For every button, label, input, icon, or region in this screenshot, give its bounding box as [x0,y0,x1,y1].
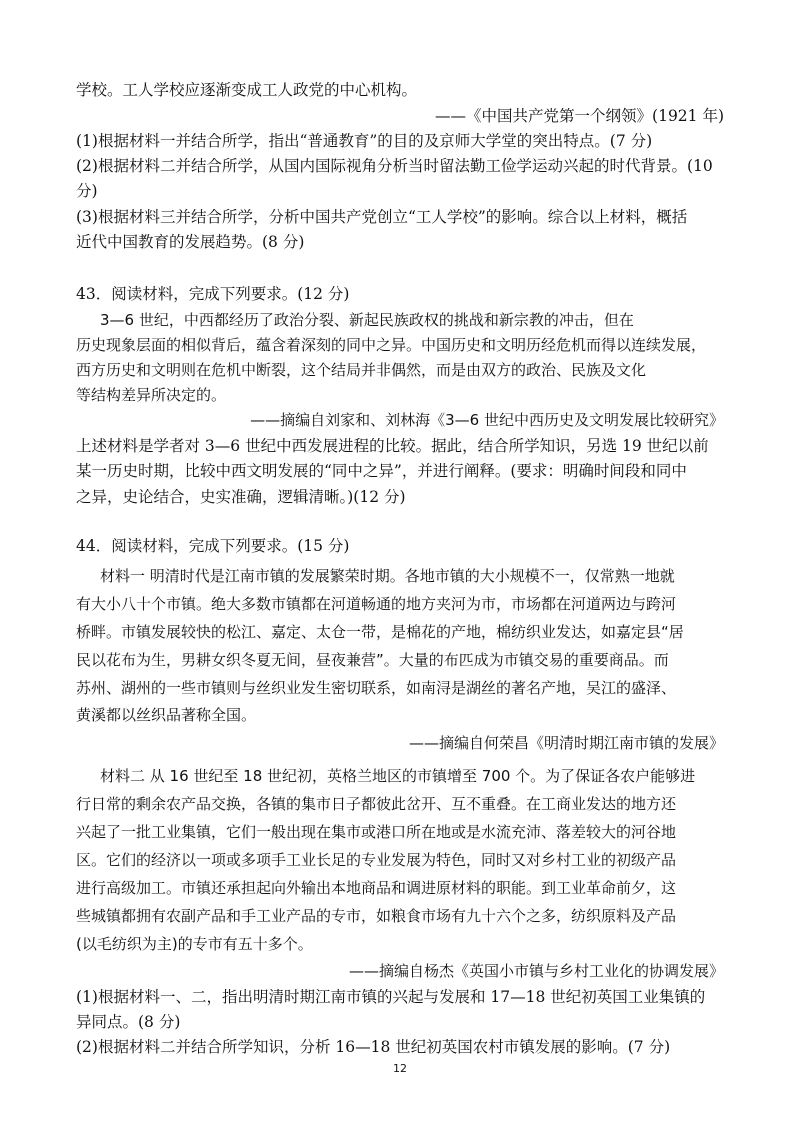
q43-material-line: 历史现象层面的相似背后，蕴含着深刻的同中之异。中国历史和文明历经危机而得以连续发展， [76,336,707,354]
q42-material-line: 学校。工人学校应逐渐变成工人政党的中心机构。 [76,81,418,99]
q44-material1-line: 有大小八十个市镇。绝大多数市镇都在河道畅通的地方夹河为市，市场都在河道两边与跨河 [76,595,677,613]
q43-heading: 43．阅读材料，完成下列要求。(12 分) [76,285,350,303]
q44-material2-source: ——摘编自杨杰《英国小市镇与乡村工业化的协调发展》 [348,962,724,980]
q43-requirement-line: 之异，史论结合，史实准确，逻辑清晰。)(12 分) [76,488,406,506]
q42-sub-question-3-cont: 近代中国教育的发展趋势。(8 分) [76,233,305,251]
q44-material2-line: 些城镇都拥有农副产品和手工业产品的专市，如粮食市场有九十六个之多，纺织原料及产品 [76,907,677,925]
q44-sub-question-1-cont: 异同点。(8 分) [76,1013,181,1031]
q44-sub-question-2: (2)根据材料二并结合所学知识，分析 16—18 世纪初英国农村市镇发展的影响。(7 分) [76,1038,671,1056]
q44-material1-line: 黄溪都以丝织品著称全国。 [76,706,257,724]
q44-material2-line: 行日常的剩余农产品交换，各镇的集市日子都彼此岔开、互不重叠。在工商业发达的地方还 [76,795,677,813]
q44-material1-line: 材料一 明清时代是江南市镇的发展繁荣时期。各地市镇的大小规模不一，仅常熟一地就 [100,567,675,585]
q44-material1-line: 苏州、湖州的一些市镇则与丝织业发生密切联系，如南浔是湖丝的著名产地，吴江的盛泽、 [76,679,677,697]
q42-sub-question-1: (1)根据材料一并结合所学，指出“普通教育”的目的及京师大学堂的突出特点。(7 分) [76,132,653,150]
q44-material1-line: 民以花布为生，男耕女织冬夏无间，昼夜兼营”。大量的布匹成为市镇交易的重要商品。而 [76,651,669,669]
q43-requirement-line: 某一历史时期，比较中西文明发展的“同中之异”，并进行阐释。(要求：明确时间段和同中 [76,462,687,480]
q42-sub-question-2: (2)根据材料二并结合所学，从国内国际视角分析当时留法勤工俭学运动兴起的时代背景。(10 [76,157,713,175]
q44-material2-line: 进行高级加工。市镇还承担起向外输出本地商品和调进原材料的职能。到工业革命前夕，这 [76,879,677,897]
q44-material2-line: 区。它们的经济以一项或多项手工业长足的专业发展为特色，同时又对乡村工业的初级产品 [76,851,677,869]
page-number: 12 [393,1062,407,1075]
q42-source: ——《中国共产党第一个纲领》(1921 年) [435,107,724,125]
q43-material-line: 西方历史和文明则在危机中断裂，这个结局并非偶然，而是由双方的政治、民族及文化 [76,361,647,379]
q44-material2-line: 材料二 从 16 世纪至 18 世纪初，英格兰地区的市镇增至 700 个。为了保证各农户能够进 [100,767,696,785]
q43-material-line: 等结构差异所决定的。 [76,386,227,404]
q44-heading: 44．阅读材料，完成下列要求。(15 分) [76,537,350,555]
q43-requirement-line: 上述材料是学者对 3—6 世纪中西发展进程的比较。据此，结合所学知识，另选 19 世纪以前 [76,437,709,455]
q43-material-line: 3—6 世纪，中西都经历了政治分裂、新起民族政权的挑战和新宗教的冲击，但在 [100,311,634,329]
q42-sub-question-2-cont: 分) [76,182,98,200]
q44-sub-question-1: (1)根据材料一、二，指出明清时期江南市镇的兴起与发展和 17—18 世纪初英国工业集镇的 [76,988,706,1006]
q44-material1-line: 桥畔。市镇发展较快的松江、嘉定、太仓一带，是棉花的产地，棉纺织业发达，如嘉定县“居 [76,623,684,641]
q44-material2-line: (以毛纺织为主)的专市有五十多个。 [76,935,313,953]
q44-material2-line: 兴起了一批工业集镇，它们一般出现在集市或港口所在地或是水流充沛、落差较大的河谷地 [76,823,677,841]
q42-sub-question-3: (3)根据材料三并结合所学，分析中国共产党创立“工人学校”的影响。综合以上材料，概括 [76,208,688,226]
q43-source: ——摘编自刘家和、刘林海《3—6 世纪中西历史及文明发展比较研究》 [250,411,724,429]
q44-material1-source: ——摘编自何荣昌《明清时期江南市镇的发展》 [408,734,724,752]
